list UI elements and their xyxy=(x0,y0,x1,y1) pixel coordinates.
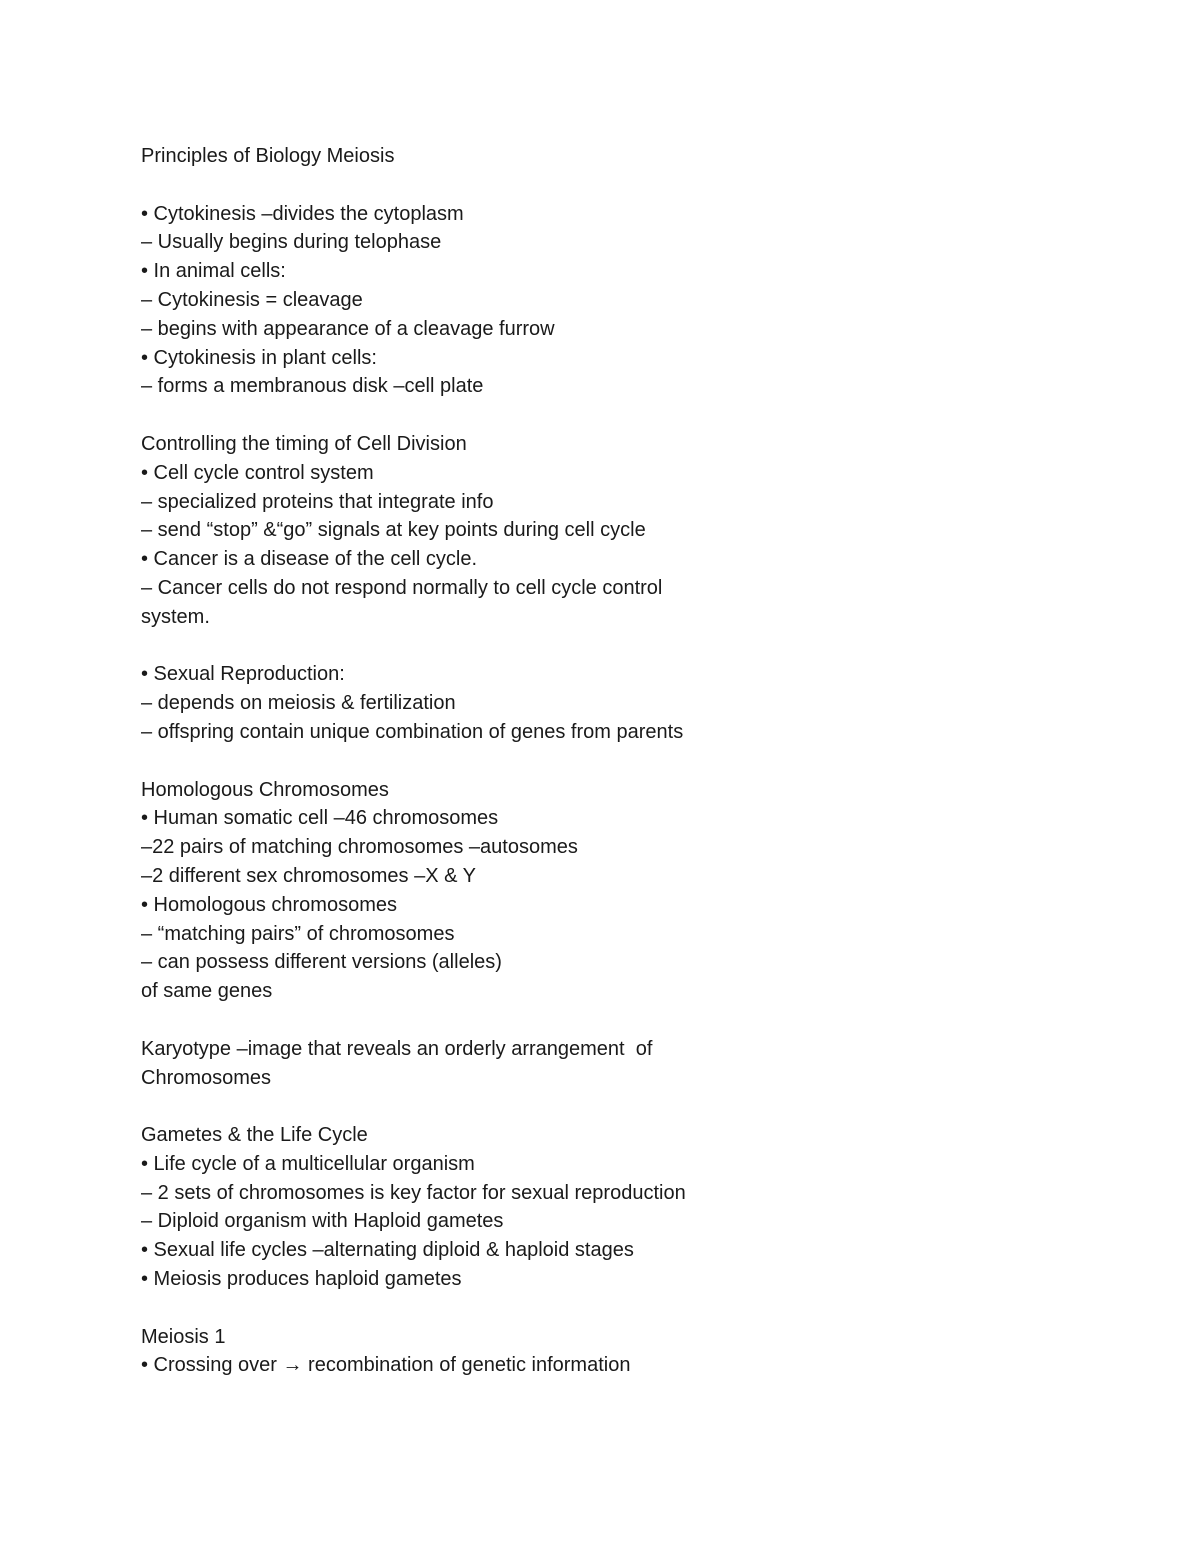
text-line: – Usually begins during telophase xyxy=(141,231,442,254)
text-line: • Cytokinesis in plant cells: xyxy=(141,346,377,369)
spacer xyxy=(141,171,1081,200)
text-line: – Diploid organism with Haploid gametes xyxy=(141,1210,504,1233)
text-line: – specialized proteins that integrate info xyxy=(141,490,494,513)
spacer xyxy=(141,1092,1081,1121)
spacer xyxy=(141,401,1081,430)
section-gametes-life-cycle xyxy=(141,1121,1081,1294)
text-line: – 2 sets of chromosomes is key factor for sexual reproduction xyxy=(141,1181,686,1204)
text-line: – “matching pairs” of chromosomes xyxy=(141,922,455,945)
text-line: • Meiosis produces haploid gametes xyxy=(141,1268,462,1291)
text-line: system. xyxy=(141,605,210,628)
text-line: – can possess different versions (alleles) xyxy=(141,951,502,974)
text-line: – offspring contain unique combination of genes from parents xyxy=(141,720,684,743)
document-body xyxy=(141,142,1081,1380)
text-line: • Cytokinesis –divides the cytoplasm xyxy=(141,202,464,225)
section-heading: Gametes & the Life Cycle xyxy=(141,1124,368,1147)
section-heading: Homologous Chromosomes xyxy=(141,778,389,801)
text-line: • Homologous chromosomes xyxy=(141,893,397,916)
document-title: Principles of Biology Meiosis xyxy=(141,145,395,167)
section-sexual-reproduction xyxy=(141,660,1081,746)
text-line: – Cancer cells do not respond normally to cell cycle control xyxy=(141,576,663,599)
text-line: of same genes xyxy=(141,980,273,1003)
text-line: – send “stop” &“go” signals at key points during cell cycle xyxy=(141,519,646,542)
spacer xyxy=(141,632,1081,661)
spacer xyxy=(141,1294,1081,1323)
text-line: • Sexual life cycles –alternating diploid & haploid stages xyxy=(141,1239,634,1262)
text-line: –22 pairs of matching chromosomes –autosomes xyxy=(141,836,578,859)
section-karyotype xyxy=(141,1035,1081,1093)
text-line: – depends on meiosis & fertilization xyxy=(141,692,456,715)
spacer xyxy=(141,747,1081,776)
text-line: • In animal cells: xyxy=(141,260,286,283)
section-meiosis-1 xyxy=(141,1323,1081,1381)
text-line: Chromosomes xyxy=(141,1066,272,1089)
text-line: – Cytokinesis = cleavage xyxy=(141,288,363,311)
text-line: • Sexual Reproduction: xyxy=(141,663,345,686)
text-line: – forms a membranous disk –cell plate xyxy=(141,375,484,398)
text-line: –2 different sex chromosomes –X & Y xyxy=(141,864,476,887)
section-heading: Meiosis 1 xyxy=(141,1325,226,1348)
section-homologous-chromosomes xyxy=(141,776,1081,1006)
section-heading: Controlling the timing of Cell Division xyxy=(141,432,467,455)
text-line: • Human somatic cell –46 chromosomes xyxy=(141,807,499,830)
text-line: Karyotype –image that reveals an orderly arrangement of xyxy=(141,1037,653,1060)
text-line: • Cancer is a disease of the cell cycle. xyxy=(141,548,478,571)
text-line: • Life cycle of a multicellular organism xyxy=(141,1152,475,1175)
spacer xyxy=(141,1006,1081,1035)
section-cytokinesis xyxy=(141,200,1081,402)
text-line: • Cell cycle control system xyxy=(141,461,374,484)
section-cell-division-timing xyxy=(141,430,1081,632)
text-line: – begins with appearance of a cleavage furrow xyxy=(141,317,555,340)
text-line: • Crossing over → recombination of genetic information xyxy=(141,1354,631,1377)
